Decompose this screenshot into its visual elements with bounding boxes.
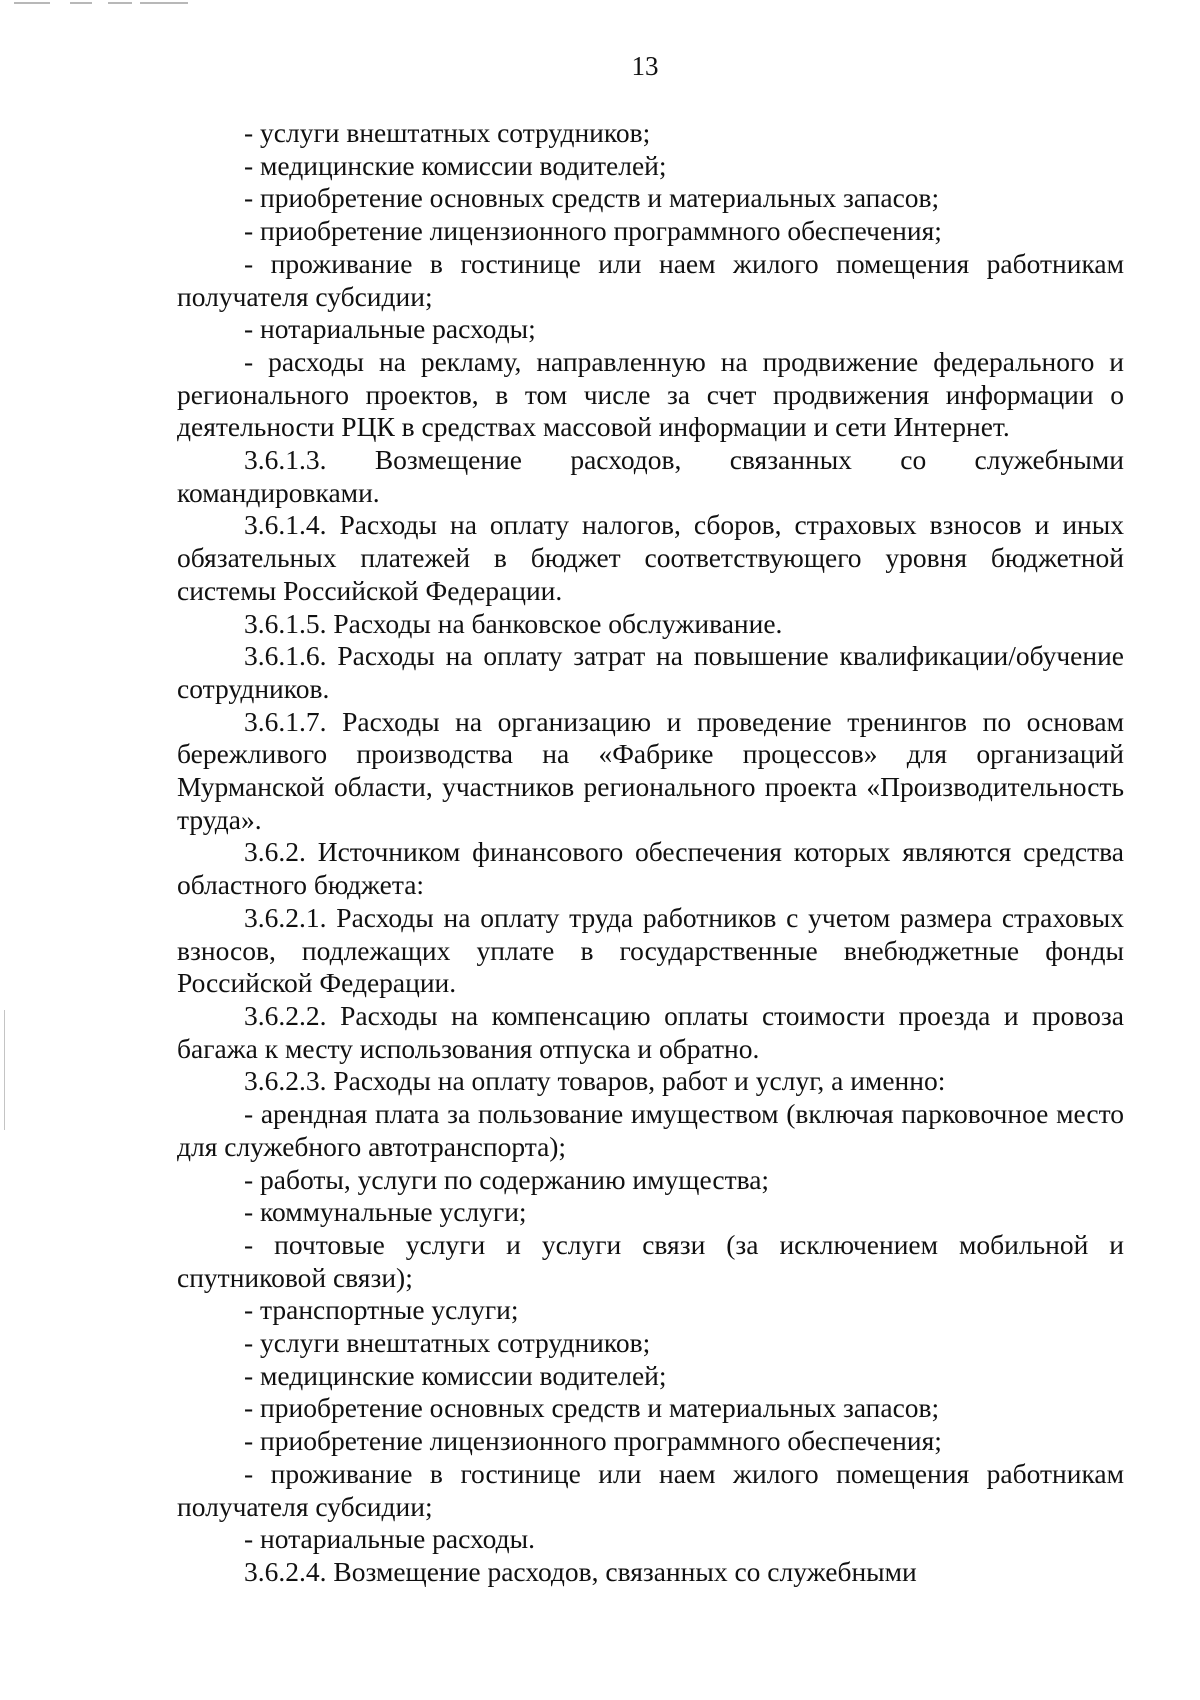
paragraph: - почтовые услуги и услуги связи (за исключением мобильной и спутниковой связи); [177,1228,1124,1293]
paragraph: 3.6.1.5. Расходы на банковское обслуживание. [244,607,783,639]
paragraph: - приобретение лицензионного программного обеспечения; [244,215,942,247]
scan-mark [70,2,92,4]
paragraph: - услуги внештатных сотрудников; [244,1327,651,1359]
paragraph: - арендная плата за пользование имуществом (включая парковочное место для служебного автотранспорта); [177,1098,1124,1162]
paragraph: 3.6.2.4. Возмещение расходов, связанных со служебными [244,1555,917,1587]
paragraph: - медицинские комиссии водителей; [244,149,667,181]
paragraph: 3.6.1.3. Возмещение расходов, связанных со служебными командировками. [177,444,1124,508]
scan-mark [14,2,50,4]
paragraph: - приобретение лицензионного программного обеспечения; [244,1425,942,1457]
paragraph: 3.6.2.1. Расходы на оплату труда работников с учетом размера страховых взносов, подлежащих уплате в государственные внебюджетные фонды Российской Федерации. [177,901,1124,999]
paragraph: - приобретение основных средств и материальных запасов; [244,1392,940,1424]
scan-mark [140,2,188,4]
paragraph: 3.6.2.3. Расходы на оплату товаров, работ и услуг, а именно: [244,1065,946,1097]
paragraph: - услуги внештатных сотрудников; [244,117,651,148]
scan-artifact-marks [0,0,200,10]
paragraph: - работы, услуги по содержанию имущества; [244,1163,770,1195]
paragraph: - нотариальные расходы. [244,1523,535,1555]
paragraph: - проживание в гостинице или наем жилого помещения работникам получателя субсидии; [177,247,1124,312]
paragraph: 3.6.1.6. Расходы на оплату затрат на повышение квалификации/обучение сотрудников. [177,640,1124,704]
paragraph: - расходы на рекламу, направленную на продвижение федерального и регионального проектов, в том числе за счет продвижения информации о деятельности РЦК в средствах массовой информации и сети Интернет. [177,345,1124,443]
paragraph: 3.6.2. Источником финансового обеспечения которых являются средства областного бюджета: [177,836,1124,901]
scan-edge-line [4,1010,5,1130]
paragraph: - приобретение основных средств и материальных запасов; [244,182,940,214]
paragraph: - транспортные услуги; [244,1294,519,1326]
page-number: 13 [631,51,659,81]
document-body [177,117,1124,1589]
scan-mark [108,2,132,4]
paragraph: - коммунальные услуги; [244,1196,527,1228]
paragraph: 3.6.2.2. Расходы на компенсацию оплаты стоимости проезда и провоза багажа к месту использования отпуска и обратно. [177,999,1124,1064]
paragraph: - нотариальные расходы; [244,313,536,345]
paragraph: 3.6.1.7. Расходы на организацию и проведение тренингов по основам бережливого производства на «Фабрике процессов» для организаций Мурманской области, участников регионального проекта «Производительность труда». [177,705,1124,835]
paragraph: - проживание в гостинице или наем жилого помещения работникам получателя субсидии; [177,1457,1124,1522]
paragraph: 3.6.1.4. Расходы на оплату налогов, сборов, страховых взносов и иных обязательных платежей в бюджет соответствующего уровня бюджетной системы Российской Федерации. [177,509,1124,606]
paragraph: - медицинские комиссии водителей; [244,1359,667,1391]
